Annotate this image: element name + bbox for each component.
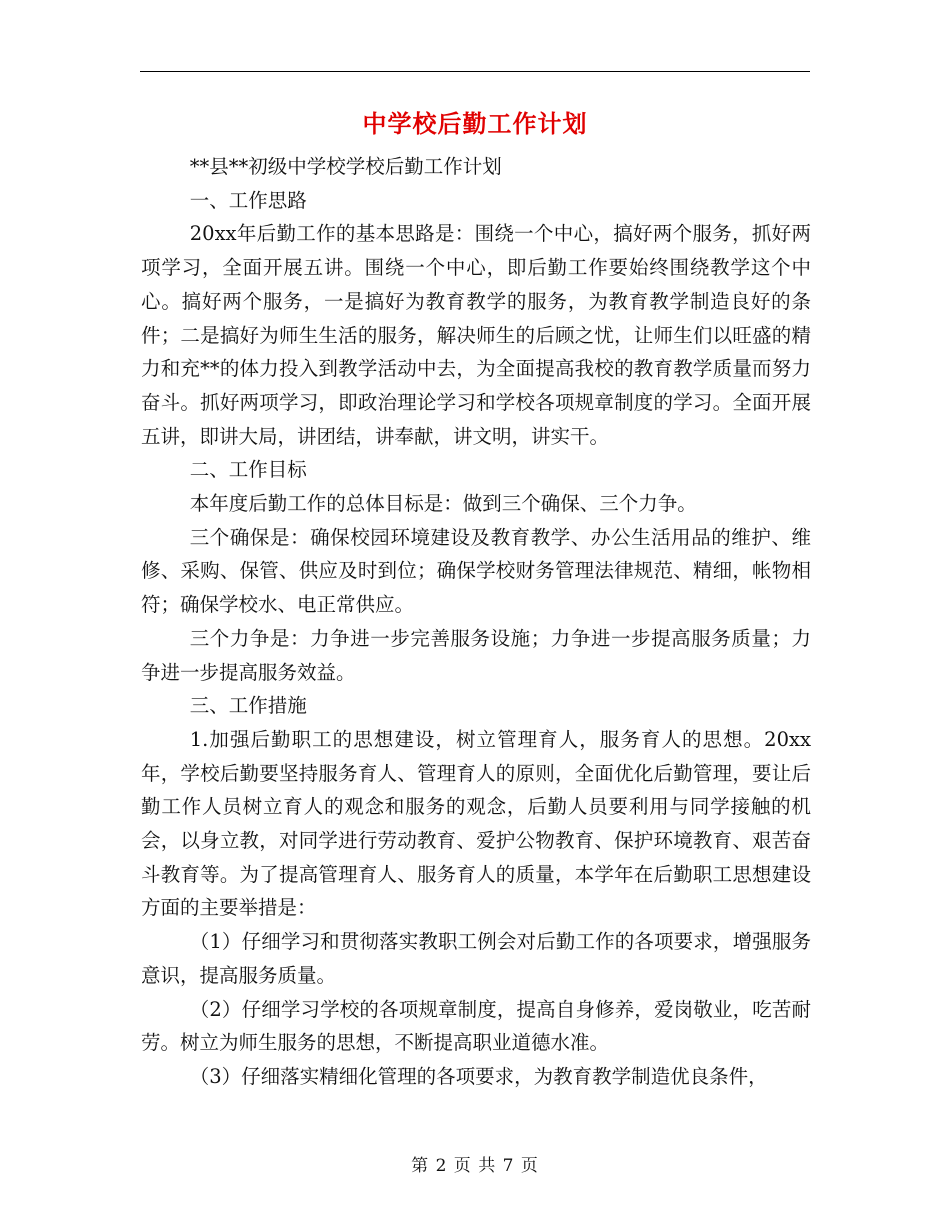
section-heading-2: 二、工作目标 [189, 458, 307, 482]
document-body [141, 150, 811, 1094]
section-heading-1: 一、工作思路 [189, 188, 307, 212]
document-title: 中学校后勤工作计划 [362, 109, 588, 138]
list-item: （2）仔细学习学校的各项规章制度，提高自身修养，爱岗敬业，吃苦耐劳。树立为师生服务的思想，不断提高职业道德水准。 [141, 997, 811, 1055]
paragraph: 三个确保是：确保校园环境建设及教育教学、办公生活用品的维护、维修、采购、保管、供应及时到位；确保学校财务管理法律规范、精细，帐物相符；确保学校水、电正常供应。 [141, 525, 811, 617]
list-item: （1）仔细学习和贯彻落实教职工例会对后勤工作的各项要求，增强服务意识，提高服务质量。 [141, 930, 811, 987]
paragraph: 三个力争是：力争进一步完善服务设施；力争进一步提高服务质量；力争进一步提高服务效益。 [141, 626, 811, 684]
list-item: （3）仔细落实精细化管理的各项要求，为教育教学制造优良条件， [189, 1064, 768, 1088]
paragraph-subtitle: **县**初级中学校学校后勤工作计划 [189, 155, 502, 178]
page-number: 第 2 页 共 7 页 [411, 1156, 539, 1176]
section-heading-3: 三、工作措施 [189, 694, 307, 718]
paragraph: 本年度后勤工作的总体目标是：做到三个确保、三个力争。 [189, 492, 697, 516]
paragraph: 20xx年后勤工作的基本思路是：围绕一个中心，搞好两个服务，抓好两项学习，全面开展五讲。围绕一个中心，即后勤工作要始终围绕教学这个中心。搞好两个服务，一是搞好为教育教学的服务，为教育教学制造良好的条件；二是搞好为师生生活的服务，解决师生的后顾之忧，让师生们以旺盛的精力和充**的体力投入到教学活动中去，为全面提高我校的教育教学质量而努力奋斗。抓好两项学习，即政治理论学习和学校各项规章制度的学习。全面开展五讲，即讲大局，讲团结，讲奉献，讲文明，讲实干。 [141, 222, 811, 448]
paragraph: 1.加强后勤职工的思想建设，树立管理育人，服务育人的思想。20xx年，学校后勤要坚持服务育人、管理育人的原则，全面优化后勤管理，要让后勤工作人员树立育人的观念和服务的观念，后勤人员要利用与同学接触的机会，以身立教，对同学进行劳动教育、爱护公物教育、保护环境教育、艰苦奋斗教育等。为了提高管理育人、服务育人的质量，本学年在后勤职工思想建设方面的主要举措是： [141, 727, 811, 920]
header-rule [140, 71, 810, 72]
